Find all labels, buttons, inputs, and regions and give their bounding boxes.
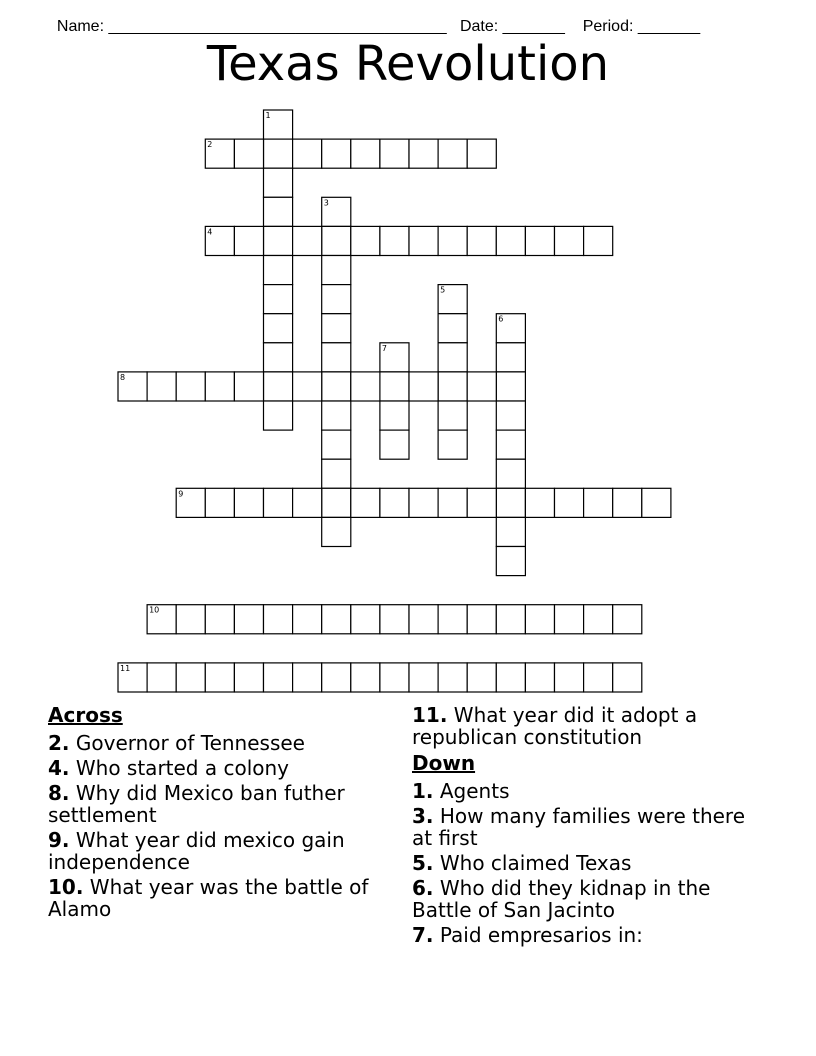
grid-cell[interactable] <box>264 168 293 197</box>
grid-cell[interactable] <box>525 605 554 634</box>
clues-column-right <box>412 704 757 949</box>
clue-number-label: 5 <box>440 285 446 295</box>
grid-cell[interactable] <box>380 430 409 459</box>
grid-cell[interactable] <box>380 139 409 168</box>
grid-cell[interactable] <box>496 226 525 255</box>
grid-cell[interactable] <box>147 663 176 692</box>
grid-cell[interactable] <box>467 226 496 255</box>
grid-cell[interactable] <box>234 663 263 692</box>
grid-cell[interactable] <box>409 372 438 401</box>
clue-number-label: 4 <box>207 227 213 237</box>
grid-cell[interactable] <box>613 605 642 634</box>
grid-cell[interactable] <box>234 372 263 401</box>
grid-cell[interactable] <box>613 488 642 517</box>
across-clues-column-left <box>48 704 393 923</box>
clue-number-label: 8 <box>120 372 126 382</box>
grid-cell[interactable] <box>555 663 584 692</box>
clue-number-label: 2 <box>207 140 213 150</box>
grid-cell[interactable] <box>176 605 205 634</box>
puzzle-title: Texas Revolution <box>206 36 610 92</box>
grid-cell[interactable] <box>496 401 525 430</box>
period-field-label: Period: _______ <box>582 18 701 35</box>
clue-down-7: 7. Paid empresarios in: <box>412 923 643 947</box>
grid-cell[interactable] <box>264 197 293 226</box>
grid-cell[interactable] <box>467 372 496 401</box>
grid-cell[interactable] <box>264 605 293 634</box>
grid-cell[interactable] <box>438 226 467 255</box>
grid-cell[interactable] <box>147 372 176 401</box>
grid-cell[interactable] <box>438 343 467 372</box>
grid-cell[interactable] <box>264 285 293 314</box>
grid-cell[interactable] <box>322 285 351 314</box>
clue-down-1: 1. Agents <box>412 779 510 803</box>
grid-cell[interactable] <box>264 488 293 517</box>
grid-cell[interactable] <box>438 372 467 401</box>
clue-across-11: 11. What year did it adopt a republican constitution <box>412 703 698 749</box>
grid-cell[interactable] <box>380 605 409 634</box>
clue-across-9: 9. What year did mexico gain independence <box>48 828 345 874</box>
clue-number-label: 7 <box>381 343 387 353</box>
grid-cell[interactable] <box>496 488 525 517</box>
grid-cell[interactable] <box>613 663 642 692</box>
grid-cell[interactable] <box>496 343 525 372</box>
grid-cell[interactable] <box>205 663 234 692</box>
grid-cell[interactable] <box>264 372 293 401</box>
grid-cell[interactable] <box>555 605 584 634</box>
grid-cell[interactable] <box>525 663 554 692</box>
grid-cell[interactable] <box>438 663 467 692</box>
grid-cell[interactable] <box>234 226 263 255</box>
grid-cell[interactable] <box>234 605 263 634</box>
clue-across-10: 10. What year was the battle of Alamo <box>48 875 369 921</box>
clue-across-4: 4. Who started a colony <box>48 756 290 780</box>
grid-cell[interactable] <box>496 547 525 576</box>
grid-cell[interactable] <box>322 343 351 372</box>
grid-cell[interactable] <box>467 605 496 634</box>
grid-cell[interactable] <box>322 401 351 430</box>
grid-cell[interactable] <box>293 139 322 168</box>
grid-cell[interactable] <box>496 372 525 401</box>
clue-down-3: 3. How many families were there at first <box>412 804 746 850</box>
grid-cell[interactable] <box>409 488 438 517</box>
clue-number-label: 11 <box>120 663 131 673</box>
grid-cell[interactable] <box>380 226 409 255</box>
grid-cell[interactable] <box>322 314 351 343</box>
grid-cell[interactable] <box>322 488 351 517</box>
grid-cell[interactable] <box>584 663 613 692</box>
grid-cell[interactable] <box>351 226 380 255</box>
grid-cell[interactable] <box>293 488 322 517</box>
grid-cell[interactable] <box>525 488 554 517</box>
grid-cell[interactable] <box>409 226 438 255</box>
grid-cell[interactable] <box>293 226 322 255</box>
grid-cell[interactable] <box>467 663 496 692</box>
grid-cell[interactable] <box>438 488 467 517</box>
grid-cell[interactable] <box>467 139 496 168</box>
grid-cell[interactable] <box>322 663 351 692</box>
grid-cell[interactable] <box>380 488 409 517</box>
grid-cell[interactable] <box>438 401 467 430</box>
grid-cell[interactable] <box>438 139 467 168</box>
clue-number-label: 9 <box>178 489 184 499</box>
grid-cell[interactable] <box>322 139 351 168</box>
grid-cell[interactable] <box>351 139 380 168</box>
clue-number-label: 3 <box>323 198 329 208</box>
grid-cell[interactable] <box>438 605 467 634</box>
grid-cell[interactable] <box>555 488 584 517</box>
grid-cell[interactable] <box>322 517 351 546</box>
grid-cell[interactable] <box>264 401 293 430</box>
grid-cell[interactable] <box>322 605 351 634</box>
grid-cell[interactable] <box>264 343 293 372</box>
grid-cell[interactable] <box>409 139 438 168</box>
grid-cell[interactable] <box>438 430 467 459</box>
grid-cell[interactable] <box>584 488 613 517</box>
grid-cell[interactable] <box>438 314 467 343</box>
grid-cell[interactable] <box>264 139 293 168</box>
grid-cell[interactable] <box>496 663 525 692</box>
grid-cell[interactable] <box>322 372 351 401</box>
grid-cell[interactable] <box>322 459 351 488</box>
clue-number-label: 10 <box>149 605 160 615</box>
grid-cell[interactable] <box>351 488 380 517</box>
grid-cell[interactable] <box>205 488 234 517</box>
grid-cell[interactable] <box>264 314 293 343</box>
clue-across-2: 2. Governor of Tennessee <box>48 731 305 755</box>
grid-cell[interactable] <box>322 226 351 255</box>
grid-cell[interactable] <box>584 226 613 255</box>
grid-cell[interactable] <box>234 139 263 168</box>
down-heading: Down <box>412 751 476 775</box>
grid-cell[interactable] <box>409 605 438 634</box>
clue-number-label: 6 <box>498 314 504 324</box>
date-field-label: Date: _______ <box>459 18 565 35</box>
name-field-label: Name: ______________________________________ <box>56 18 447 35</box>
grid-cell[interactable] <box>264 226 293 255</box>
grid-cell[interactable] <box>322 430 351 459</box>
clue-down-5: 5. Who claimed Texas <box>412 851 632 875</box>
grid-cell[interactable] <box>264 256 293 285</box>
grid-cell[interactable] <box>293 372 322 401</box>
grid-cell[interactable] <box>380 663 409 692</box>
grid-cell[interactable] <box>351 663 380 692</box>
clue-number-label: 1 <box>265 111 271 120</box>
grid-cell[interactable] <box>496 459 525 488</box>
grid-cell[interactable] <box>176 372 205 401</box>
grid-cell[interactable] <box>351 372 380 401</box>
grid-cell[interactable] <box>642 488 671 517</box>
grid-cell[interactable] <box>555 226 584 255</box>
grid-cell[interactable] <box>525 226 554 255</box>
grid-cell[interactable] <box>176 663 205 692</box>
grid-cell[interactable] <box>351 605 380 634</box>
grid-cell[interactable] <box>264 663 293 692</box>
grid-cell[interactable] <box>234 488 263 517</box>
clue-across-8: 8. Why did Mexico ban futher settlement <box>48 781 345 827</box>
grid-cell[interactable] <box>584 605 613 634</box>
grid-cell[interactable] <box>496 517 525 546</box>
grid-cell[interactable] <box>293 663 322 692</box>
across-heading: Across <box>48 703 123 727</box>
grid-cell[interactable] <box>380 401 409 430</box>
clue-down-6: 6. Who did they kidnap in the Battle of San Jacinto <box>412 876 711 922</box>
grid-cell[interactable] <box>205 372 234 401</box>
grid-cell[interactable] <box>409 663 438 692</box>
grid-cell[interactable] <box>380 372 409 401</box>
grid-cell[interactable] <box>322 256 351 285</box>
grid-cell[interactable] <box>467 488 496 517</box>
grid-cell[interactable] <box>205 605 234 634</box>
grid-cell[interactable] <box>293 605 322 634</box>
grid-cell[interactable] <box>496 430 525 459</box>
grid-cell[interactable] <box>496 605 525 634</box>
